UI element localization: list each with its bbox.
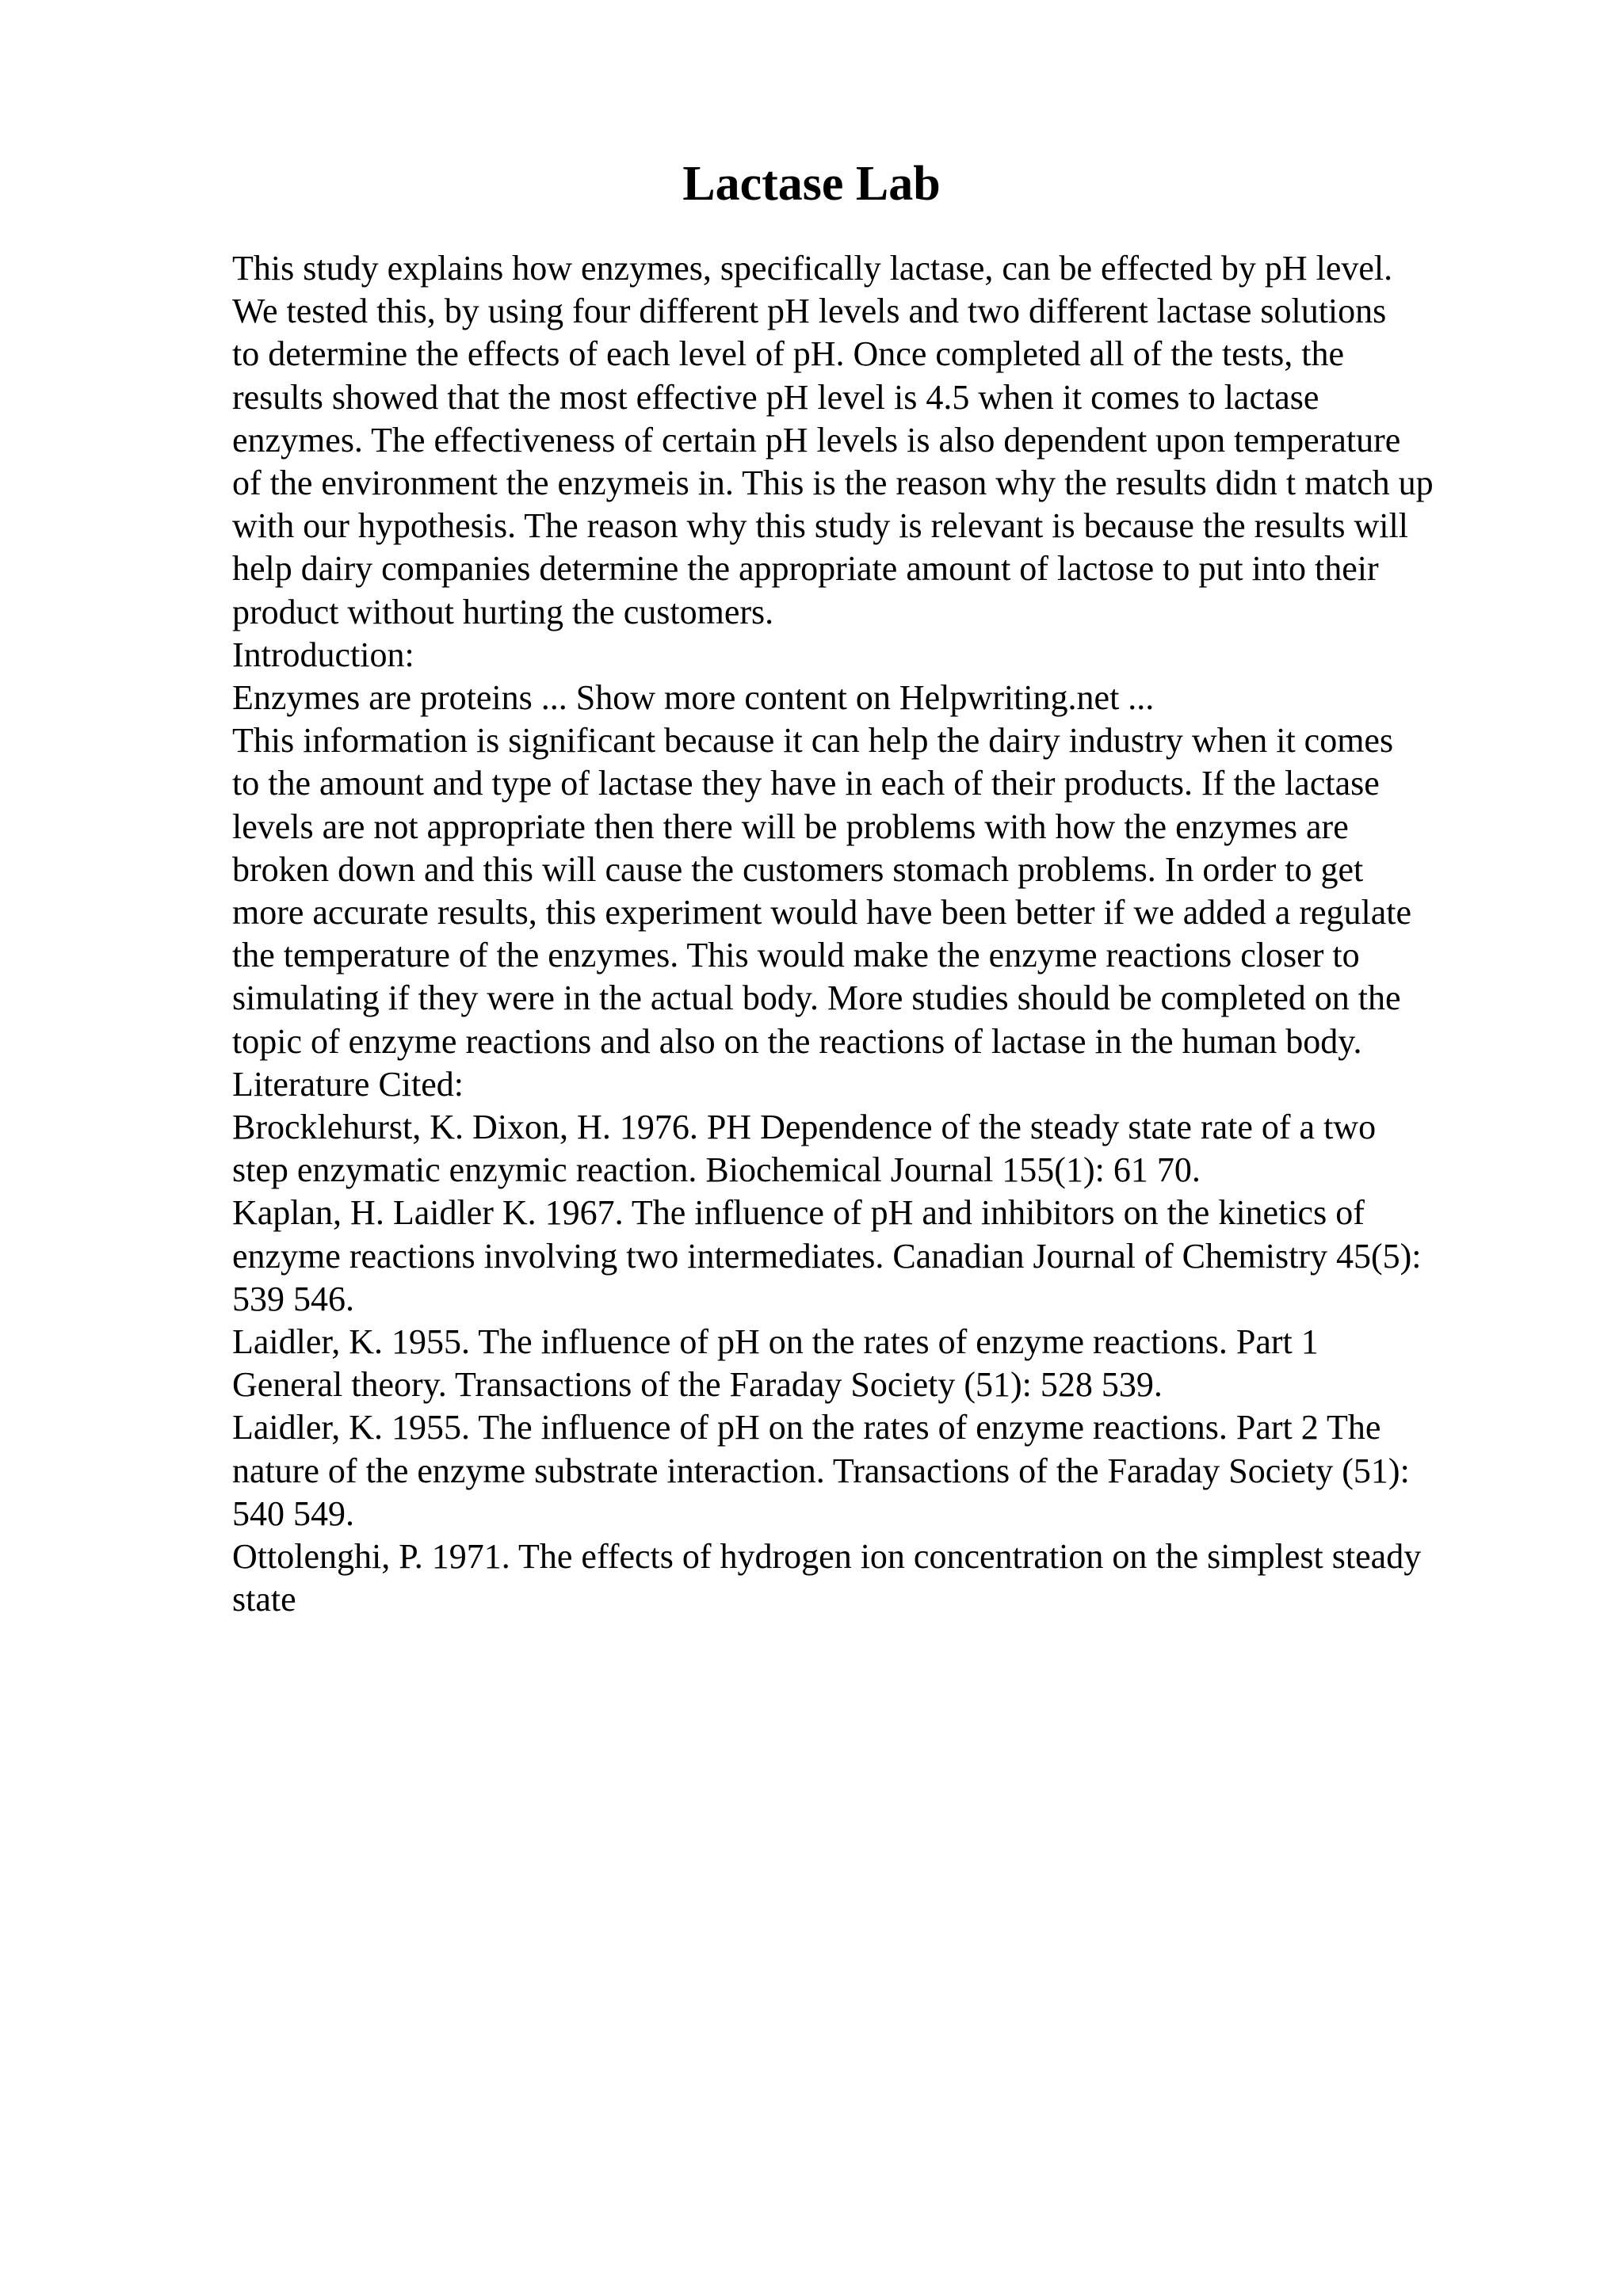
reference-line: Ottolenghi, P. 1971. The effects of hydrogen ion concentration on the simplest steady	[232, 1537, 1422, 1577]
text-line: broken down and this will cause the customers stomach problems. In order to get	[232, 849, 1364, 889]
document-body	[232, 247, 1611, 1622]
text-line: levels are not appropriate then there will be problems with how the enzymes are	[232, 807, 1349, 846]
reference-line: state	[232, 1580, 296, 1619]
text-line: product without hurting the customers.	[232, 592, 774, 631]
text-line: enzymes. The effectiveness of certain pH levels is also dependent upon temperature	[232, 420, 1401, 460]
text-line: the temperature of the enzymes. This would make the enzyme reactions closer to	[232, 936, 1360, 975]
reference-line: General theory. Transactions of the Faraday Society (51): 528 539.	[232, 1365, 1163, 1405]
text-line: simulating if they were in the actual body. More studies should be completed on the	[232, 978, 1401, 1018]
text-line: help dairy companies determine the appropriate amount of lactose to put into their	[232, 549, 1379, 589]
text-line: more accurate results, this experiment would have been better if we added a regulate	[232, 893, 1412, 933]
document-title: Lactase Lab	[682, 157, 941, 211]
text-line: Enzymes are proteins ... Show more content on Helpwriting.net ...	[232, 678, 1155, 718]
text-line: topic of enzyme reactions and also on the reactions of lactase in the human body.	[232, 1021, 1362, 1061]
reference-line: Kaplan, H. Laidler K. 1967. The influence of pH and inhibitors on the kinetics of	[232, 1193, 1365, 1233]
section-heading-literature-cited: Literature Cited:	[232, 1064, 464, 1104]
text-line: We tested this, by using four different pH levels and two different lactase solutions	[232, 292, 1387, 331]
text-line: to the amount and type of lactase they have in each of their products. If the lactase	[232, 764, 1380, 803]
text-line: of the environment the enzymeis in. This is the reason why the results didn t match up	[232, 463, 1434, 503]
text-line: to determine the effects of each level of pH. Once completed all of the tests, the	[232, 334, 1344, 374]
text-line: This study explains how enzymes, specifically lactase, can be effected by pH level.	[232, 249, 1393, 288]
reference-line: Brocklehurst, K. Dixon, H. 1976. PH Dependence of the steady state rate of a two	[232, 1108, 1377, 1147]
text-line: results showed that the most effective pH level is 4.5 when it comes to lactase	[232, 377, 1319, 417]
text-line: with our hypothesis. The reason why this study is relevant is because the results will	[232, 506, 1408, 546]
reference-line: Laidler, K. 1955. The influence of pH on the rates of enzyme reactions. Part 2 The	[232, 1408, 1381, 1447]
reference-line: enzyme reactions involving two intermediates. Canadian Journal of Chemistry 45(5):	[232, 1236, 1422, 1276]
reference-line: 539 546.	[232, 1279, 354, 1318]
text-line: This information is significant because it can help the dairy industry when it comes	[232, 721, 1394, 761]
reference-line: step enzymatic enzymic reaction. Biochemical Journal 155(1): 61 70.	[232, 1150, 1201, 1190]
reference-line: nature of the enzyme substrate interaction. Transactions of the Faraday Society (51):	[232, 1451, 1410, 1490]
section-heading-introduction: Introduction:	[232, 635, 414, 674]
reference-line: 540 549.	[232, 1493, 354, 1533]
reference-line: Laidler, K. 1955. The influence of pH on the rates of enzyme reactions. Part 1	[232, 1322, 1319, 1362]
